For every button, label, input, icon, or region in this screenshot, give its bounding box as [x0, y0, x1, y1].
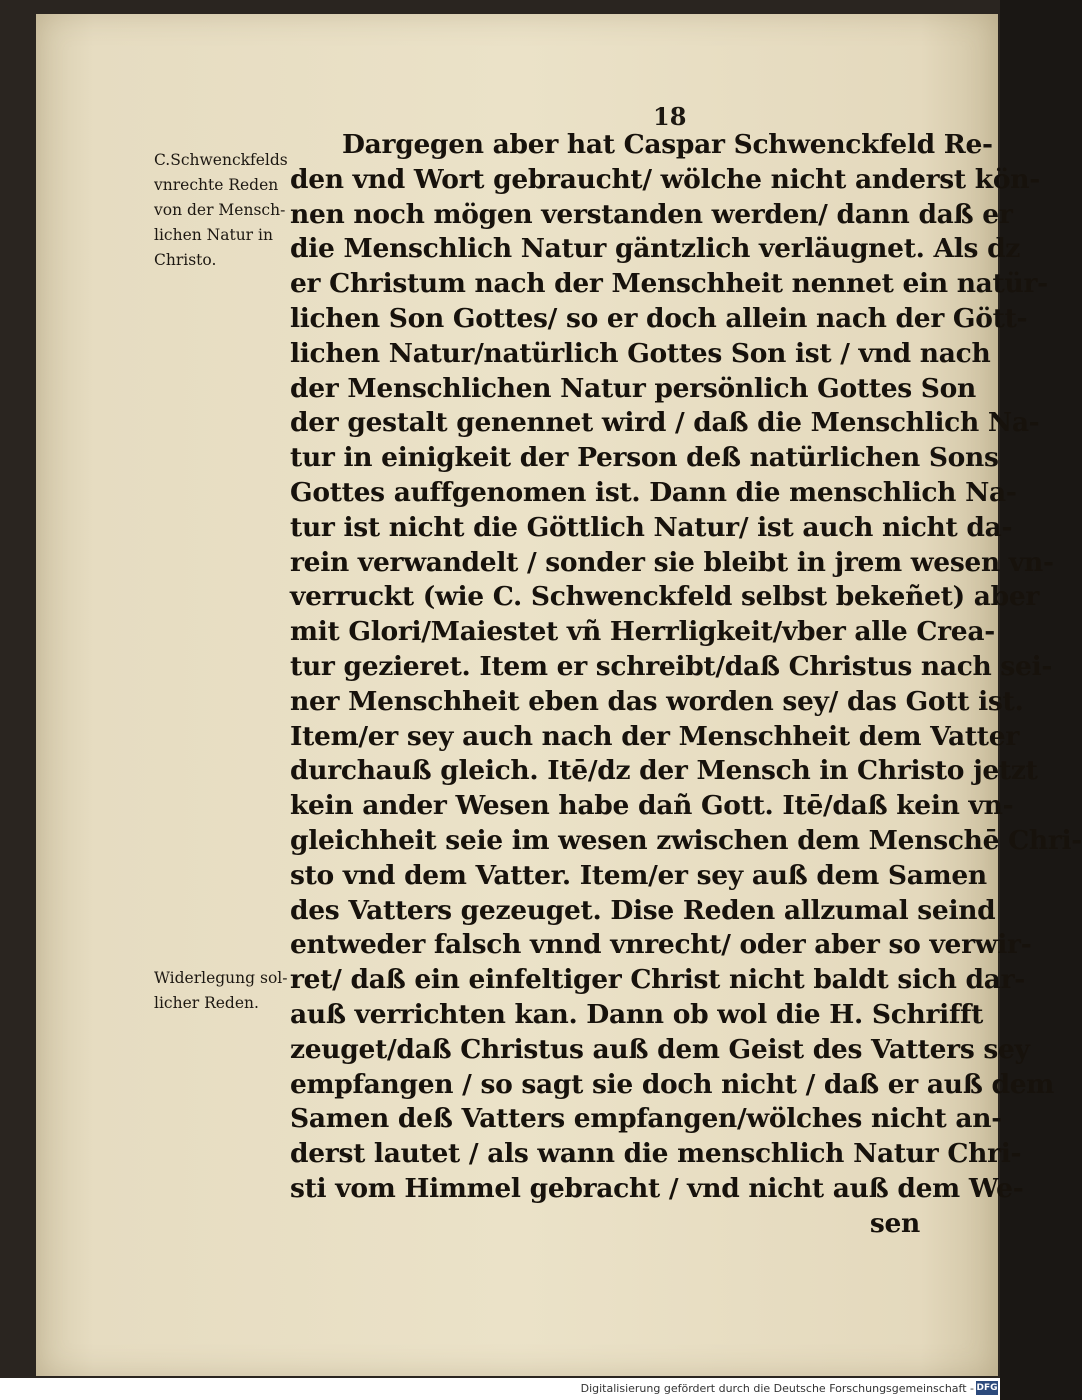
- page-number: 18: [653, 102, 687, 131]
- margin-note-line: licher Reden.: [154, 994, 259, 1012]
- text-line: der gestalt genennet wird / daß die Menschlich Na-: [290, 407, 1040, 439]
- text-line: lichen Son Gottes/ so er doch allein nach der Gött-: [290, 302, 1028, 334]
- text-line: entweder falsch vnnd vnrecht/ oder aber so verwir-: [290, 929, 1032, 961]
- body-text: [290, 128, 1082, 1242]
- text-line: des Vatters gezeuget. Dise Reden allzumal seind: [290, 894, 996, 926]
- text-line: er Christum nach der Menschheit nennet ein natür-: [290, 268, 1048, 300]
- text-line: der Menschlichen Natur persönlich Gottes Son: [290, 372, 976, 404]
- margin-note-line: von der Mensch-: [154, 201, 286, 219]
- text-line: mit Glori/Maiestet vñ Herrligkeit/vber alle Crea-: [290, 616, 995, 648]
- text-line: die Menschlich Natur gäntzlich verläugnet. Als dz: [290, 233, 1021, 265]
- dfg-logo: DFG: [976, 1383, 998, 1393]
- text-line: tur gezieret. Item er schreibt/daß Christus nach sei-: [290, 650, 1053, 682]
- text-line: gleichheit seie im wesen zwischen dem Menschē Chri-: [290, 824, 1082, 856]
- text-line: Gottes auffgenomen ist. Dann die menschlich Na-: [290, 476, 1017, 508]
- margin-note-line: vnrechte Reden: [154, 176, 279, 194]
- margin-note-line: Widerlegung sol-: [154, 969, 288, 987]
- text-line: nen noch mögen verstanden werden/ dann daß er: [290, 198, 1013, 230]
- text-line: derst lautet / als wann die menschlich Natur Chri-: [290, 1138, 1022, 1170]
- text-line: rein verwandelt / sonder sie bleibt in jrem wesen vn-: [290, 546, 1054, 578]
- text-line: kein ander Wesen habe dañ Gott. Itē/daß kein vn-: [290, 790, 1014, 822]
- funding-notice: Digitalisierung gefördert durch die Deutsche Forschungsgemeinschaft -: [580, 1382, 974, 1395]
- text-line: sti vom Himmel gebracht / vnd nicht auß dem We-: [290, 1172, 1024, 1204]
- text-line: ner Menschheit eben das worden sey/ das Gott ist.: [290, 685, 1024, 717]
- text-line: tur in einigkeit der Person deß natürlichen Sons: [290, 442, 999, 474]
- margin-note-line: C.Schwenckfelds: [154, 151, 288, 169]
- margin-note-line: Christo.: [154, 251, 217, 269]
- text-line: Dargegen aber hat Caspar Schwenckfeld Re-: [342, 129, 993, 160]
- catchword: sen: [869, 1207, 920, 1239]
- text-line: Item/er sey auch nach der Menschheit dem Vatter: [290, 720, 1019, 752]
- text-line: sto vnd dem Vatter. Item/er sey auß dem Samen: [290, 859, 987, 891]
- text-line: ret/ daß ein einfeltiger Christ nicht baldt sich dar-: [290, 964, 1025, 996]
- text-line: auß verrichten kan. Dann ob wol die H. Schrifft: [290, 998, 984, 1030]
- text-line: tur ist nicht die Göttlich Natur/ ist auch nicht da-: [290, 511, 1013, 543]
- text-line: zeuget/daß Christus auß dem Geist des Vatters sey: [290, 1033, 1030, 1065]
- text-line: Samen deß Vatters empfangen/wölches nicht an-: [290, 1103, 1002, 1135]
- margin-note-line: lichen Natur in: [154, 226, 273, 244]
- text-line: den vnd Wort gebraucht/ wölche nicht anderst kön-: [290, 163, 1040, 195]
- text-line: lichen Natur/natürlich Gottes Son ist / vnd nach: [290, 337, 991, 369]
- text-line: empfangen / so sagt sie doch nicht / daß er auß dem: [290, 1068, 1055, 1100]
- text-line: verruckt (wie C. Schwenckfeld selbst bekeñet) aber: [290, 581, 1040, 613]
- text-line: durchauß gleich. Itē/dz der Mensch in Christo jetzt: [290, 755, 1038, 787]
- footer-bar: [0, 1378, 1000, 1400]
